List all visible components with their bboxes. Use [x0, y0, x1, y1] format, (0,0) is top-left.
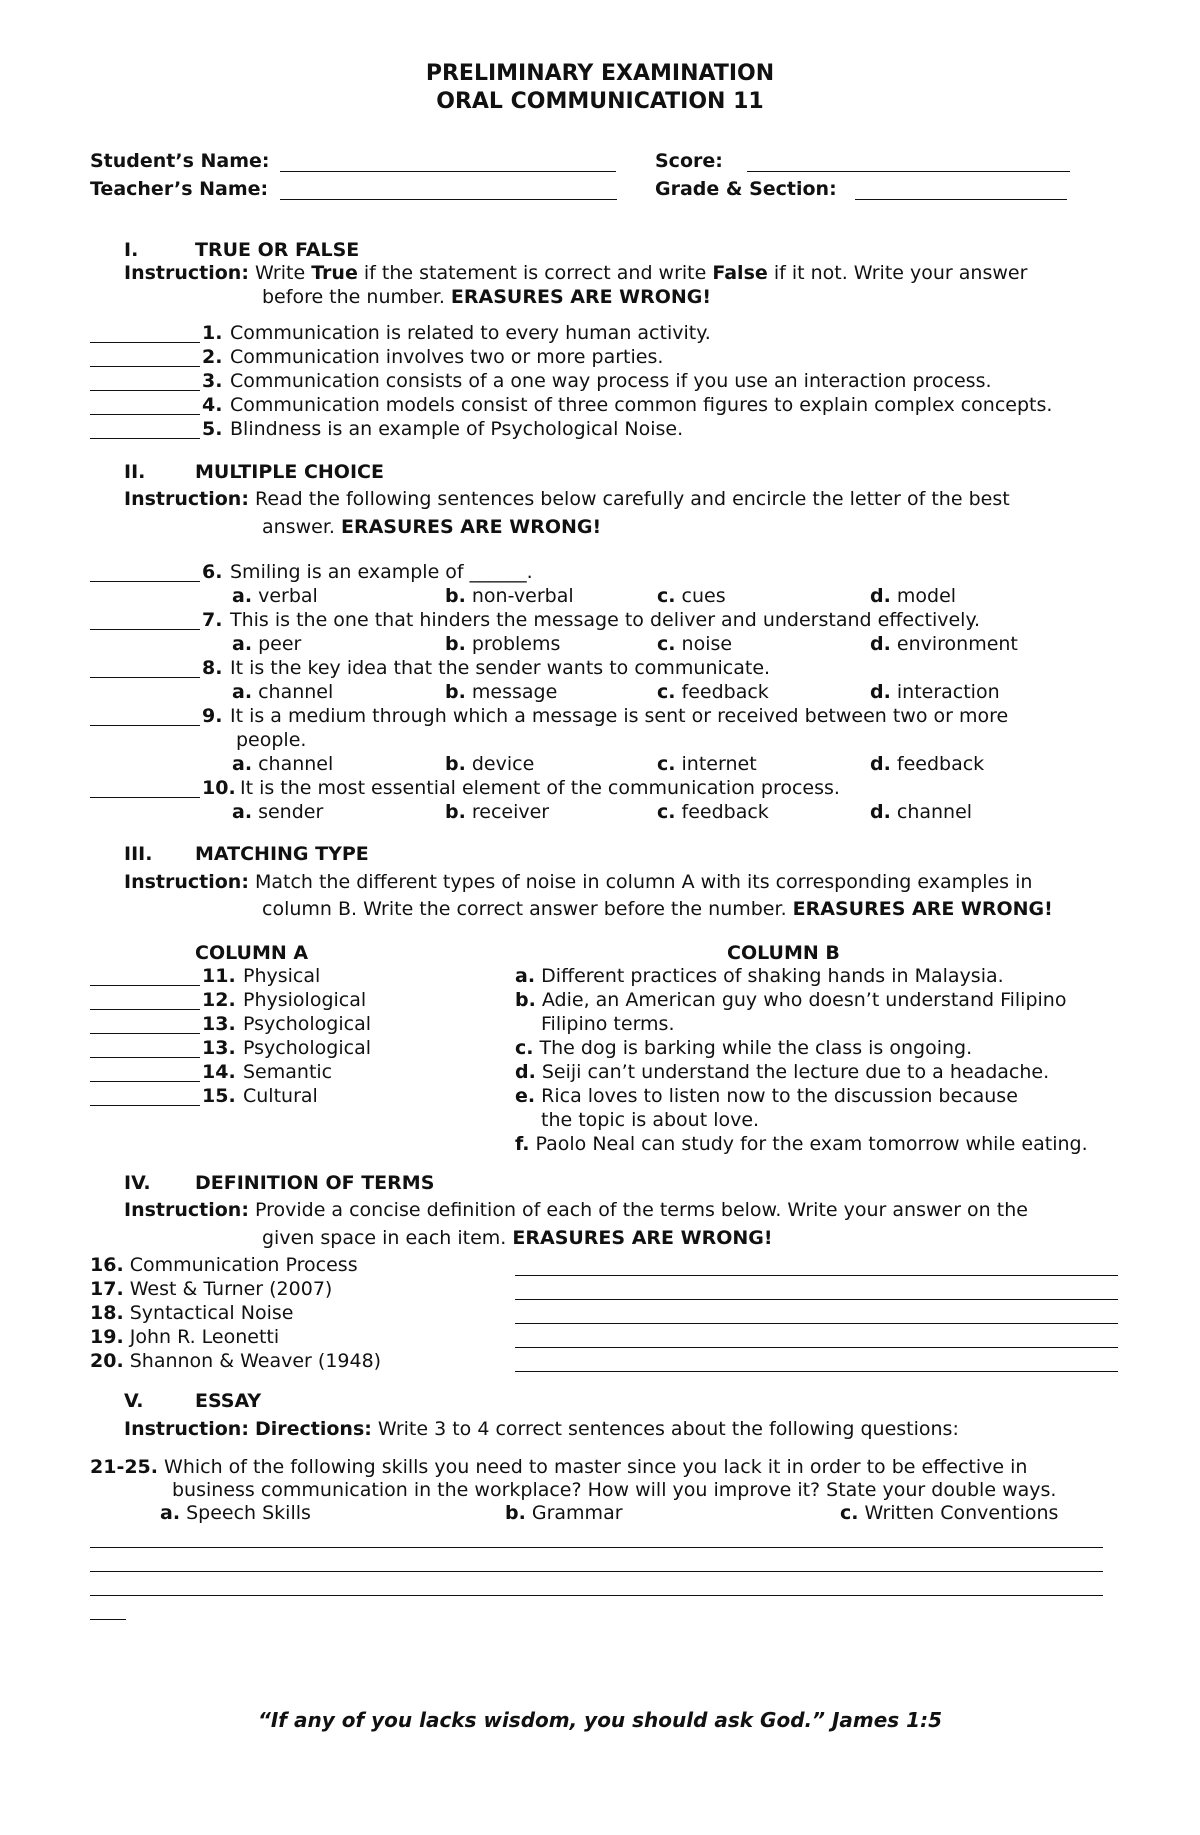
answer-blank[interactable] — [90, 1009, 200, 1010]
item-number: 2. — [202, 346, 223, 368]
example-letter: d. — [515, 1061, 536, 1083]
choice-option[interactable] — [870, 585, 956, 607]
part3-instruction-line2: column B. Write the correct answer before the number. ERASURES ARE WRONG! — [262, 898, 1053, 920]
choice-option[interactable] — [445, 585, 574, 607]
choice-letter: c. — [657, 633, 676, 655]
choice-letter: b. — [445, 633, 466, 655]
item-number: 5. — [202, 418, 223, 440]
answer-blank[interactable] — [90, 390, 200, 391]
teacher-name-label: Teacher’s Name: — [90, 178, 269, 200]
part4-instruction: Instruction: Provide a concise definition of each of the terms below. Write your answer on the — [124, 1199, 1028, 1221]
choice-option[interactable] — [445, 753, 534, 775]
choice-option[interactable] — [657, 801, 769, 823]
answer-blank[interactable] — [90, 1105, 200, 1106]
choice-option[interactable] — [657, 681, 769, 703]
example-text: The dog is barking while the class is ongoing. — [539, 1037, 973, 1059]
choice-option[interactable] — [657, 753, 757, 775]
term-item — [90, 1254, 358, 1276]
part2-instruction: Instruction: Read the following sentences below carefully and encircle the letter of the best — [124, 488, 1010, 510]
term-item — [90, 1326, 279, 1348]
choice-text: channel — [258, 753, 334, 775]
exam-subject-title: ORAL COMMUNICATION 11 — [436, 89, 764, 114]
item-number: 1. — [202, 322, 223, 344]
score-field[interactable] — [747, 171, 1070, 172]
example-letter: b. — [515, 989, 536, 1011]
choice-letter: b. — [445, 681, 466, 703]
column-b-header: COLUMN B — [727, 942, 840, 964]
column-b-example — [515, 1037, 972, 1059]
term-item — [90, 1278, 332, 1300]
item-number: 8. — [202, 657, 223, 679]
choice-letter: c. — [657, 753, 676, 775]
example-text: Paolo Neal can study for the exam tomorrow while eating. — [535, 1133, 1088, 1155]
choice-text: message — [471, 681, 558, 703]
choice-option[interactable] — [445, 801, 549, 823]
choice-letter: d. — [870, 633, 891, 655]
item-number: 11. — [202, 965, 236, 987]
essay-answer-line[interactable] — [90, 1619, 126, 1620]
choice-letter: d. — [870, 681, 891, 703]
example-text-line2: Filipino terms. — [541, 1013, 675, 1035]
question-text: Smiling is an example of ______. — [230, 561, 533, 583]
part1-instruction-line2: before the number. ERASURES ARE WRONG! — [262, 286, 712, 308]
item-number: 9. — [202, 705, 223, 727]
choice-text: device — [471, 753, 535, 775]
example-letter: f. — [515, 1133, 530, 1155]
choice-text: sender — [258, 801, 324, 823]
item-number: 15. — [202, 1085, 236, 1107]
example-text: Rica loves to listen now to the discussion because — [541, 1085, 1018, 1107]
question-text: It is a medium through which a message is sent or received between two or more — [230, 705, 1009, 727]
choice-text: Speech Skills — [186, 1502, 311, 1524]
column-b-example — [515, 1085, 1018, 1107]
essay-question: 21-25. Which of the following skills you need to master since you lack it in order to be effective in — [90, 1456, 1028, 1478]
choice-letter: a. — [232, 753, 253, 775]
part5-instruction: Instruction: Directions: Write 3 to 4 correct sentences about the following questions: — [124, 1418, 959, 1440]
essay-answer-line[interactable] — [90, 1595, 1103, 1596]
item-number: 18. — [90, 1302, 124, 1324]
answer-blank[interactable] — [90, 985, 200, 986]
choice-option[interactable] — [657, 633, 732, 655]
term-text: West & Turner (2007) — [129, 1278, 333, 1300]
choice-text: problems — [471, 633, 561, 655]
part2-instruction-line2: answer. ERASURES ARE WRONG! — [262, 516, 602, 538]
answer-blank[interactable] — [90, 1081, 200, 1082]
answer-blank[interactable] — [90, 797, 200, 798]
part5-numeral: V. — [124, 1390, 144, 1412]
item-number: 20. — [90, 1350, 124, 1372]
grade-section-field[interactable] — [855, 199, 1067, 200]
choice-text: Written Conventions — [864, 1502, 1059, 1524]
choice-letter: b. — [445, 585, 466, 607]
choice-option[interactable] — [870, 681, 1000, 703]
definition-answer-line[interactable] — [515, 1275, 1118, 1276]
answer-blank[interactable] — [90, 1033, 200, 1034]
term-text: Syntactical Noise — [129, 1302, 294, 1324]
part3-numeral: III. — [124, 843, 153, 865]
essay-answer-line[interactable] — [90, 1571, 1103, 1572]
choice-text: feedback — [681, 801, 769, 823]
score-label: Score: — [655, 150, 723, 172]
choice-letter: b. — [445, 753, 466, 775]
question-text-line2: people. — [236, 729, 307, 751]
teacher-name-field[interactable] — [280, 199, 617, 200]
choice-text: feedback — [896, 753, 985, 775]
choice-option[interactable] — [445, 681, 557, 703]
question-text: This is the one that hinders the message to deliver and understand effectively. — [230, 609, 981, 631]
choice-letter: c. — [657, 681, 676, 703]
choice-text: peer — [258, 633, 302, 655]
item-number: 13. — [202, 1013, 236, 1035]
part1-numeral: I. — [124, 239, 139, 261]
choice-letter: c. — [840, 1502, 859, 1524]
choice-text: receiver — [471, 801, 550, 823]
choice-letter: d. — [870, 753, 891, 775]
item-number: 3. — [202, 370, 223, 392]
footer-quote: “If any of you lacks wisdom, you should ask God.” James 1:5 — [257, 1708, 943, 1732]
essay-choice — [160, 1502, 311, 1524]
column-b-example — [515, 1133, 1088, 1155]
item-number: 16. — [90, 1254, 124, 1276]
part4-instruction-line2: given space in each item. ERASURES ARE WRONG! — [262, 1227, 773, 1249]
choice-letter: d. — [870, 801, 891, 823]
part5-heading: ESSAY — [195, 1390, 262, 1412]
example-text: Adie, an American guy who doesn’t understand Filipino — [541, 989, 1067, 1011]
choice-text: environment — [896, 633, 1018, 655]
choice-text: channel — [258, 681, 334, 703]
choice-letter: d. — [870, 585, 891, 607]
choice-text: internet — [681, 753, 757, 775]
choice-text: model — [896, 585, 957, 607]
choice-text: feedback — [681, 681, 769, 703]
item-number: 4. — [202, 394, 223, 416]
part3-instruction: Instruction: Match the different types of noise in column A with its corresponding examples in — [124, 871, 1033, 893]
item-number: 17. — [90, 1278, 124, 1300]
item-number: 10. — [202, 777, 236, 799]
choice-text: noise — [681, 633, 733, 655]
answer-blank[interactable] — [90, 342, 200, 343]
part1-heading: TRUE OR FALSE — [195, 239, 360, 261]
item-text: Communication involves two or more parties. — [230, 346, 664, 368]
question-text: It is the most essential element of the communication process. — [240, 777, 840, 799]
part4-numeral: IV. — [124, 1172, 151, 1194]
essay-answer-line[interactable] — [90, 1547, 1103, 1548]
answer-blank[interactable] — [90, 725, 200, 726]
term-item — [90, 1350, 381, 1372]
choice-text: channel — [896, 801, 973, 823]
choice-option[interactable] — [870, 753, 984, 775]
essay-choice — [840, 1502, 1058, 1524]
student-name-field[interactable] — [280, 171, 616, 172]
example-text-line2: the topic is about love. — [541, 1109, 760, 1131]
choice-option[interactable] — [232, 801, 323, 823]
part2-heading: MULTIPLE CHOICE — [195, 461, 384, 483]
choice-text: Grammar — [531, 1502, 623, 1524]
answer-blank[interactable] — [90, 414, 200, 415]
item-number: 13. — [202, 1037, 236, 1059]
choice-text: verbal — [258, 585, 318, 607]
definition-answer-line[interactable] — [515, 1371, 1118, 1372]
part2-numeral: II. — [124, 461, 146, 483]
answer-blank[interactable] — [90, 629, 200, 630]
choice-letter: a. — [160, 1502, 181, 1524]
choice-option[interactable] — [445, 633, 560, 655]
example-text: Different practices of shaking hands in Malaysia. — [541, 965, 1004, 987]
example-letter: e. — [515, 1085, 536, 1107]
item-text: Blindness is an example of Psychological Noise. — [230, 418, 684, 440]
example-text: Seiji can’t understand the lecture due to a headache. — [541, 1061, 1050, 1083]
term-item — [90, 1302, 293, 1324]
column-b-example — [515, 989, 1066, 1011]
column-b-example — [515, 1061, 1049, 1083]
definition-answer-line[interactable] — [515, 1347, 1118, 1348]
choice-text: cues — [681, 585, 726, 607]
student-name-label: Student’s Name: — [90, 150, 270, 172]
answer-blank[interactable] — [90, 677, 200, 678]
choice-option[interactable] — [232, 681, 333, 703]
part1-instruction: Instruction: Write True if the statement is correct and write False if it not. Write your answer — [124, 262, 1028, 284]
example-letter: a. — [515, 965, 536, 987]
item-number: 14. — [202, 1061, 236, 1083]
column-a-term: Psychological — [243, 1013, 371, 1035]
column-a-term: Psychological — [243, 1037, 371, 1059]
choice-letter: b. — [445, 801, 466, 823]
item-number: 6. — [202, 561, 223, 583]
answer-blank[interactable] — [90, 366, 200, 367]
item-text: Communication is related to every human activity. — [230, 322, 711, 344]
choice-letter: b. — [505, 1502, 526, 1524]
answer-blank[interactable] — [90, 438, 200, 439]
choice-option[interactable] — [870, 801, 972, 823]
answer-blank[interactable] — [90, 581, 200, 582]
exam-title: PRELIMINARY EXAMINATION — [425, 61, 775, 86]
choice-option[interactable] — [232, 585, 318, 607]
item-number: 19. — [90, 1326, 124, 1348]
question-text: It is the key idea that the sender wants to communicate. — [230, 657, 771, 679]
choice-letter: a. — [232, 681, 253, 703]
choice-text: non-verbal — [471, 585, 574, 607]
term-text: Communication Process — [129, 1254, 358, 1276]
column-a-header: COLUMN A — [195, 942, 309, 964]
choice-option[interactable] — [232, 753, 333, 775]
choice-option[interactable] — [657, 585, 726, 607]
column-b-example — [515, 965, 1004, 987]
answer-blank[interactable] — [90, 1057, 200, 1058]
essay-question-line2: business communication in the workplace? How will you improve it? State your double ways. — [172, 1479, 1057, 1501]
term-text: Shannon & Weaver (1948) — [129, 1350, 382, 1372]
choice-letter: c. — [657, 585, 676, 607]
choice-letter: a. — [232, 801, 253, 823]
example-letter: c. — [515, 1037, 534, 1059]
definition-answer-line[interactable] — [515, 1323, 1118, 1324]
term-text: John R. Leonetti — [129, 1326, 280, 1348]
column-a-term: Physical — [243, 965, 321, 987]
choice-option[interactable] — [870, 633, 1018, 655]
choice-text: interaction — [896, 681, 1000, 703]
item-text: Communication consists of a one way process if you use an interaction process. — [230, 370, 992, 392]
choice-letter: a. — [232, 633, 253, 655]
part4-heading: DEFINITION OF TERMS — [195, 1172, 435, 1194]
item-number: 12. — [202, 989, 236, 1011]
column-a-term: Cultural — [243, 1085, 318, 1107]
choice-option[interactable] — [232, 633, 301, 655]
definition-answer-line[interactable] — [515, 1299, 1118, 1300]
choice-letter: c. — [657, 801, 676, 823]
grade-section-label: Grade & Section: — [655, 178, 837, 200]
choice-letter: a. — [232, 585, 253, 607]
column-a-term: Physiological — [243, 989, 367, 1011]
part3-heading: MATCHING TYPE — [195, 843, 369, 865]
item-text: Communication models consist of three common figures to explain complex concepts. — [230, 394, 1053, 416]
column-a-term: Semantic — [243, 1061, 333, 1083]
item-number: 7. — [202, 609, 223, 631]
essay-choice — [505, 1502, 623, 1524]
